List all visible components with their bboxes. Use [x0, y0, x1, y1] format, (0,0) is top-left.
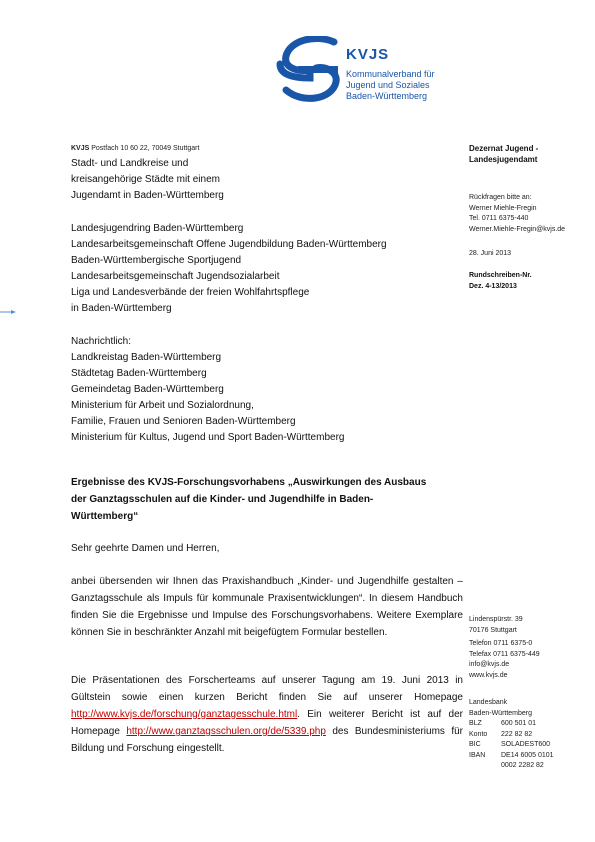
paragraph-2: Die Präsentationen des Forscherteams auf unserer Tagung am 19. Juni 2013 in Gültstein sowie einen kurzen Bericht finden Sie auf unserer Homepage http://www.kvjs.de/forschung/ganztagesschule.html. Ein weiterer Bericht ist auf der Homepage http://www.ganztagsschulen.org/de/5339.php des Bundesministeriums für Bildung und Forschung eingestellt.	[71, 675, 463, 754]
kvjs-logo-icon	[276, 36, 346, 104]
sidebar-contact: Rückfragen bitte an: Werner Miehle-Fregin Tel. 0711 6375-440 Werner.Miehle-Fregin@kvjs.de	[469, 194, 566, 233]
paragraph-1: anbei übersenden wir Ihnen das Praxishandbuch „Kinder- und Jugendhilfe gestalten – Ganztagsschule als Impuls für kommunale Praxisentwicklungen“. In diesem Handbuch finden Sie die Ergebnisse und Impulse des Forschungsvorhabens. Weitere Exemplare können Sie in beschränkter Anzahl mit beigefügtem Formular bestellen.	[71, 576, 463, 638]
fold-mark-arrow-icon	[0, 310, 16, 314]
recipients-block-1: Stadt- und Landkreise und kreisangehörige Städte mit einem Jugendamt in Baden-Württemberg	[71, 158, 224, 201]
sidebar-date: 28. Juni 2013	[469, 250, 512, 257]
kvjs-report-link[interactable]: http://www.kvjs.de/forschung/ganztagesschule.html	[71, 709, 298, 720]
sender-line: KVJS Postfach 10 60 22, 70049 Stuttgart	[71, 145, 200, 152]
sidebar-address: Lindenspürstr. 39 70176 Stuttgart Telefon 0711 6375-0 Telefax 0711 6375-449 info@kvjs.de www.kvjs.de	[469, 616, 540, 679]
bank-row: Konto 222 82 82	[469, 730, 533, 738]
sidebar-department: Dezernat Jugend - Landesjugendamt	[469, 144, 539, 164]
bank-row: BLZ 600 501 01	[469, 720, 537, 727]
letter-subject: Ergebnisse des KVJS-Forschungsvorhabens „Auswirkungen des Ausbaus der Ganztagsschulen auf die Kinder- und Jugendhilfe in Baden-Württemberg“	[71, 477, 427, 522]
recipients-block-3: Nachrichtlich: Landkreistag Baden-Württemberg Städtetag Baden-Württemberg Gemeindetag Baden-Württemberg Ministerium für Arbeit und Sozialordnung, Familie, Frauen und Senioren Baden-Württemberg Ministerium für Kultus, Jugend und Sport Baden-Württemberg	[71, 336, 345, 443]
bank-row: IBAN DE14 6005 0101	[469, 751, 554, 759]
ganztagsschulen-link[interactable]: http://www.ganztagsschulen.org/de/5339.php	[126, 726, 326, 737]
logo-subtitle: Kommunalverband für Jugend und Soziales Baden-Württemberg	[346, 69, 435, 101]
bank-row: 0002 2282 82	[501, 762, 544, 769]
recipients-block-2: Landesjugendring Baden-Württemberg Landesarbeitsgemeinschaft Offene Jugendbildung Baden-Württemberg Baden-Württembergische Sportjugend Landesarbeitsgemeinschaft Jugendsozialarbeit Liga und Landesverbände der freien Wohlfahrtspflege in Baden-Württemberg	[71, 223, 387, 314]
bank-row: BIC SOLADEST600	[469, 741, 551, 748]
sidebar-circular: Rundschreiben-Nr. Dez. 4-13/2013	[469, 272, 532, 290]
sidebar-bank: Landesbank Baden-Württemberg BLZ 600 501 01 Konto 222 82 82 BIC SOLADEST600 IBAN DE14 6005 0101 0002 2282 82	[469, 698, 554, 772]
greeting: Sehr geehrte Damen und Herren,	[71, 543, 220, 554]
logo-name: KVJS	[346, 46, 390, 63]
